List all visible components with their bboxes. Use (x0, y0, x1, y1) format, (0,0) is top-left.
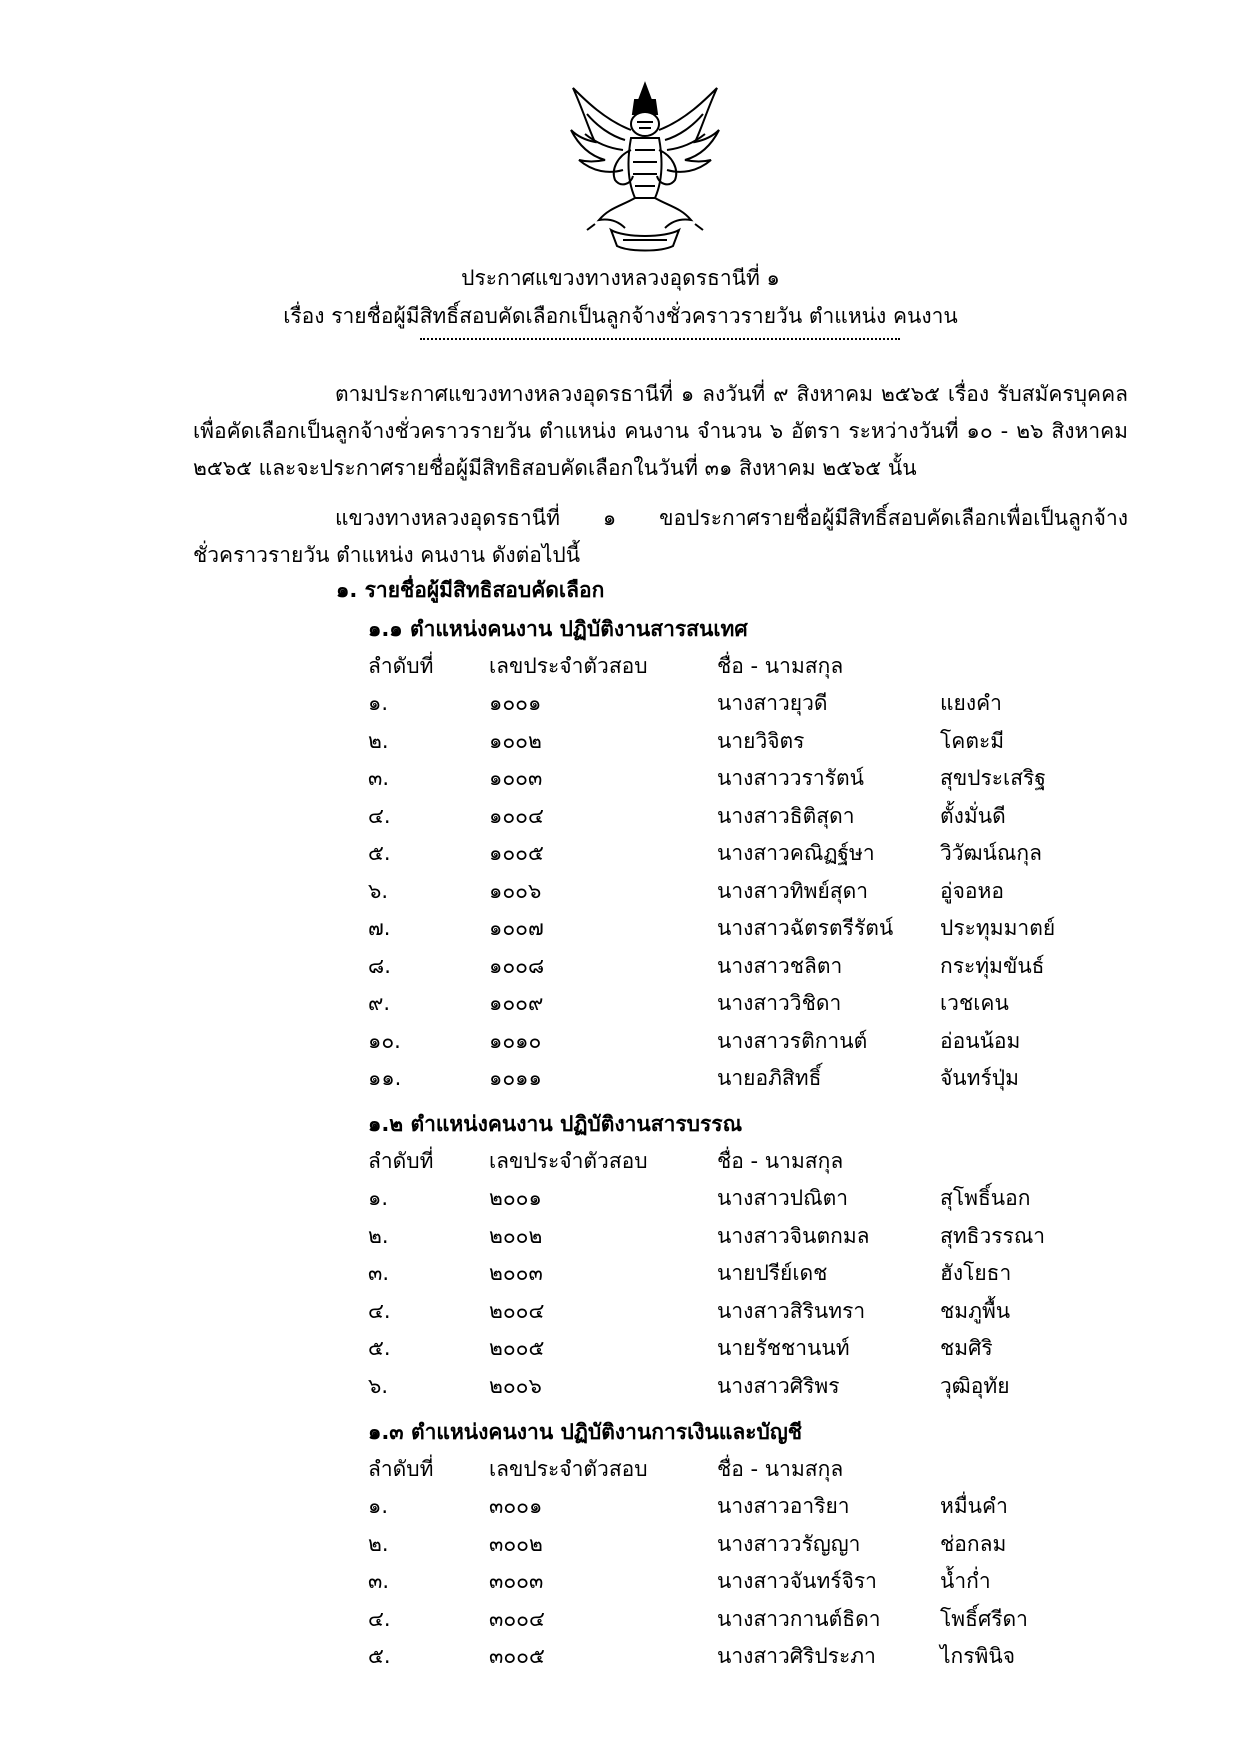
cell-exam-id: ๑๐๑๐ (489, 1028, 542, 1053)
cell-exam-id: ๓๐๐๕ (489, 1644, 545, 1668)
cell-first-name: นางสาวปณิตา (717, 1186, 849, 1210)
cell-order: ๓. (368, 766, 390, 790)
announcement-title: ประกาศแขวงทางหลวงอุดรธานีที่ ๑ (461, 266, 780, 290)
table-row (368, 1526, 1088, 1564)
table-row (368, 835, 1088, 873)
cell-exam-id: ๑๐๐๖ (489, 878, 542, 903)
cell-order: ๑๐. (368, 1028, 401, 1053)
cell-exam-id: ๒๐๐๔ (489, 1298, 545, 1323)
cell-surname: ชมภูพื้น (940, 1298, 1011, 1323)
cell-exam-id: ๑๐๐๑ (489, 691, 542, 715)
cell-exam-id: ๒๐๐๓ (489, 1261, 543, 1285)
cell-order: ๓. (368, 1261, 390, 1285)
paragraph-announcement: แขวงทางหลวงอุดรธานีที่ ๑ ขอประกาศรายชื่อผู้มีสิทธิ์สอบคัดเลือกเพื่อเป็นลูกจ้างชั่วคราวรายวัน ตำแหน่ง คนงาน ดังต่อไปนี้ (193, 506, 1128, 567)
cell-surname: แยงคำ (940, 691, 1002, 715)
paragraph-reference: ตามประกาศแขวงทางหลวงอุดรธานีที่ ๑ ลงวันที่ ๙ สิงหาคม ๒๕๖๕ เรื่อง รับสมัครบุคคลเพื่อคัดเลือกเป็นลูกจ้างชั่วคราวรายวัน ตำแหน่ง คนงาน จำนวน ๖ อัตรา ระหว่างวันที่ ๑๐ - ๒๖ สิงหาคม ๒๕๖๕ และจะประกาศรายชื่อผู้มีสิทธิสอบคัดเลือกในวันที่ ๓๑ สิงหาคม ๒๕๖๕ นั้น (193, 382, 1128, 480)
table-row (368, 1180, 1088, 1218)
cell-order: ๑. (368, 1494, 389, 1518)
cell-first-name: นางสาวรติกานต์ (717, 1028, 868, 1053)
cell-order: ๕. (368, 1644, 391, 1668)
column-header-name: ชื่อ - นามสกุล (717, 1457, 844, 1481)
cell-first-name: นายอภิสิทธิ์ (717, 1066, 822, 1090)
cell-first-name: นางสาวจันทร์จิรา (717, 1569, 877, 1593)
table-row (368, 1601, 1088, 1639)
cell-surname: ประทุมมาตย์ (940, 916, 1056, 940)
cell-first-name: นางสาวสิรินทรา (717, 1298, 866, 1323)
cell-order: ๒. (368, 728, 389, 753)
cell-order: ๑. (368, 691, 389, 715)
cell-first-name: นางสาววรัญญา (717, 1531, 861, 1556)
cell-order: ๔. (368, 803, 391, 828)
table-row (368, 873, 1088, 911)
cell-first-name: นายรัชชานนท์ (717, 1336, 850, 1360)
cell-order: ๘. (368, 953, 391, 978)
cell-exam-id: ๓๐๐๓ (489, 1569, 544, 1593)
cell-exam-id: ๑๐๑๑ (489, 1066, 542, 1090)
table-row (368, 1023, 1088, 1061)
cell-first-name: นางสาวยุวดี (717, 691, 828, 715)
table-header (368, 648, 1088, 685)
cell-first-name: นางสาวศิริพร (717, 1373, 840, 1398)
cell-order: ๔. (368, 1298, 391, 1323)
cell-order: ๓. (368, 1569, 390, 1593)
table-row (368, 910, 1088, 948)
cell-first-name: นางสาวชลิตา (717, 953, 843, 978)
table-row (368, 1060, 1088, 1098)
cell-order: ๕. (368, 1336, 391, 1360)
cell-exam-id: ๑๐๐๕ (489, 841, 544, 865)
cell-surname: สุขประเสริฐ (940, 766, 1046, 790)
cell-exam-id: ๒๐๐๒ (489, 1223, 543, 1248)
cell-order: ๖. (368, 1373, 389, 1398)
cell-surname: ชมศิริ (940, 1336, 993, 1360)
candidate-group-1 (368, 611, 1088, 1098)
cell-order: ๒. (368, 1223, 389, 1248)
cell-surname: ช่อกลม (940, 1531, 1007, 1556)
cell-order: ๖. (368, 878, 389, 903)
table-row (368, 1488, 1088, 1526)
cell-exam-id: ๓๐๐๒ (489, 1531, 543, 1556)
cell-exam-id: ๑๐๐๓ (489, 766, 543, 790)
column-header-exam-id: เลขประจำตัวสอบ (489, 1457, 648, 1481)
section-heading: ๑. รายชื่อผู้มีสิทธิสอบคัดเลือก (336, 578, 605, 602)
cell-first-name: นางสาวศิริประภา (717, 1644, 876, 1668)
column-header-order: ลำดับที่ (368, 1149, 434, 1173)
cell-first-name: นางสาวกานต์ธิดา (717, 1606, 881, 1631)
cell-surname: จันทร์ปุ่ม (940, 1066, 1019, 1090)
cell-surname: โพธิ์ศรีดา (940, 1606, 1028, 1631)
cell-surname: ฮังโยธา (940, 1261, 1012, 1285)
cell-surname: หมื่นคำ (940, 1494, 1008, 1518)
cell-exam-id: ๓๐๐๔ (489, 1606, 545, 1631)
column-header-order: ลำดับที่ (368, 654, 434, 678)
cell-first-name: นางสาวธิติสุดา (717, 803, 855, 828)
cell-exam-id: ๑๐๐๗ (489, 916, 544, 940)
candidate-group-3 (368, 1414, 1088, 1676)
column-header-exam-id: เลขประจำตัวสอบ (489, 654, 648, 678)
column-header-name: ชื่อ - นามสกุล (717, 654, 844, 678)
cell-first-name: นายปรีย์เดช (717, 1261, 828, 1285)
cell-surname: สุโพธิ์นอก (940, 1186, 1031, 1210)
cell-surname: กระทุ่มขันธ์ (940, 953, 1045, 978)
cell-first-name: นางสาวอาริยา (717, 1494, 850, 1518)
cell-surname: อ่อนน้อม (940, 1028, 1021, 1053)
group-title: ๑.๒ ตำแหน่งคนงาน ปฏิบัติงานสารบรรณ (368, 1112, 743, 1136)
candidate-rows (368, 1488, 1088, 1676)
candidate-rows (368, 1180, 1088, 1405)
table-row (368, 948, 1088, 986)
cell-first-name: นางสาวทิพย์สุดา (717, 878, 869, 903)
cell-order: ๑๑. (368, 1066, 402, 1090)
cell-order: ๗. (368, 916, 391, 940)
cell-surname: วุฒิอุทัย (940, 1373, 1010, 1398)
cell-order: ๒. (368, 1531, 389, 1556)
cell-first-name: นางสาววรารัตน์ (717, 766, 864, 790)
cell-order: ๕. (368, 841, 391, 865)
table-row (368, 985, 1088, 1023)
table-row (368, 1255, 1088, 1293)
table-row (368, 1563, 1088, 1601)
cell-first-name: นางสาวคณิฏฐ์ษา (717, 841, 875, 865)
table-row (368, 798, 1088, 836)
cell-exam-id: ๒๐๐๕ (489, 1336, 545, 1360)
cell-exam-id: ๑๐๐๒ (489, 728, 542, 753)
group-title: ๑.๑ ตำแหน่งคนงาน ปฏิบัติงานสารสนเทศ (368, 617, 748, 641)
column-header-order: ลำดับที่ (368, 1457, 434, 1481)
cell-surname: โคตะมี (940, 728, 1005, 753)
cell-surname: วิวัฒน์ณกุล (940, 841, 1042, 865)
table-row (368, 723, 1088, 761)
cell-surname: อู่จอหอ (940, 878, 1004, 903)
cell-order: ๑. (368, 1186, 389, 1210)
cell-surname: ตั้งมั่นดี (940, 803, 1006, 828)
table-row (368, 1368, 1088, 1406)
cell-surname: สุทธิวรรณา (940, 1223, 1046, 1248)
announcement-subject: เรื่อง รายชื่อผู้มีสิทธิ์สอบคัดเลือกเป็นลูกจ้างชั่วคราวรายวัน ตำแหน่ง คนงาน (283, 304, 958, 328)
table-row (368, 1330, 1088, 1368)
group-title: ๑.๓ ตำแหน่งคนงาน ปฏิบัติงานการเงินและบัญชี (368, 1420, 803, 1444)
cell-first-name: นางสาววิชิดา (717, 991, 842, 1015)
cell-exam-id: ๑๐๐๘ (489, 953, 545, 978)
column-header-name: ชื่อ - นามสกุล (717, 1149, 844, 1173)
table-header (368, 1143, 1088, 1180)
cell-order: ๙. (368, 991, 391, 1015)
cell-surname: ไกรพินิจ (940, 1644, 1016, 1668)
cell-exam-id: ๑๐๐๙ (489, 991, 544, 1015)
cell-exam-id: ๑๐๐๔ (489, 803, 544, 828)
table-row (368, 1638, 1088, 1676)
candidate-rows (368, 685, 1088, 1098)
candidate-group-2 (368, 1106, 1088, 1405)
cell-exam-id: ๒๐๐๖ (489, 1373, 542, 1398)
table-row (368, 760, 1088, 798)
cell-surname: เวชเคน (940, 991, 1009, 1015)
table-row (368, 685, 1088, 723)
garuda-emblem-icon (565, 80, 725, 255)
table-row (368, 1218, 1088, 1256)
dotted-separator (420, 338, 900, 340)
cell-first-name: นางสาวฉัตรตรีรัตน์ (717, 916, 894, 940)
table-row (368, 1293, 1088, 1331)
cell-exam-id: ๒๐๐๑ (489, 1186, 542, 1210)
cell-order: ๔. (368, 1606, 391, 1631)
cell-first-name: นายวิจิตร (717, 728, 805, 753)
cell-exam-id: ๓๐๐๑ (489, 1494, 543, 1518)
cell-surname: น้ำก่ำ (940, 1569, 991, 1593)
column-header-exam-id: เลขประจำตัวสอบ (489, 1149, 648, 1173)
cell-first-name: นางสาวจินตกมล (717, 1223, 870, 1248)
table-header (368, 1451, 1088, 1488)
